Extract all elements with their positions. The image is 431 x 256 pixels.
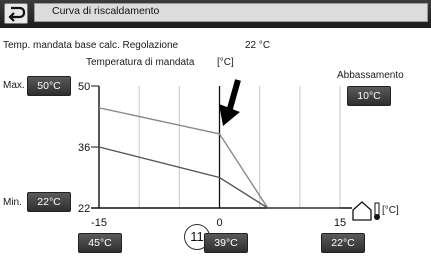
chart-title: Temperatura di mandata (86, 57, 195, 68)
x-tick-label: 15 (333, 217, 347, 229)
value-at-plus15-box[interactable]: 22°C (321, 233, 365, 253)
y-axis-unit: [°C] (217, 57, 234, 68)
x-tick-label: 0 (216, 217, 223, 229)
y-tick-label: 50 (78, 81, 91, 93)
abbassamento-label: Abbassamento (337, 70, 404, 81)
base-calc-value: 22 °C (245, 40, 271, 51)
x-axis-unit: [°C] (382, 205, 399, 216)
house-icon (353, 202, 371, 220)
min-value-box[interactable]: 22°C (27, 192, 71, 212)
max-value-box[interactable]: 50°C (27, 76, 71, 96)
point-number-badge[interactable]: 11 (184, 224, 210, 250)
down-arrow-icon (219, 80, 240, 126)
y-tick-label: 22 (78, 203, 91, 215)
y-tick-label: 36 (78, 142, 91, 154)
x-tick-label: -15 (91, 217, 107, 229)
page-title: Curva di riscaldamento (52, 5, 160, 17)
base-calc-label: Temp. mandata base calc. Regolazione (3, 40, 179, 51)
value-at-zero-box[interactable]: 39°C (204, 233, 248, 253)
min-label: Min. (3, 197, 22, 208)
abbassamento-value-box[interactable]: 10°C (347, 86, 391, 106)
chart-ticks (78, 81, 346, 229)
value-at-minus15-box[interactable]: 45°C (78, 233, 122, 253)
thermometer-icon (374, 203, 380, 220)
max-label: Max. (3, 80, 25, 91)
chart-grid (91, 86, 352, 208)
